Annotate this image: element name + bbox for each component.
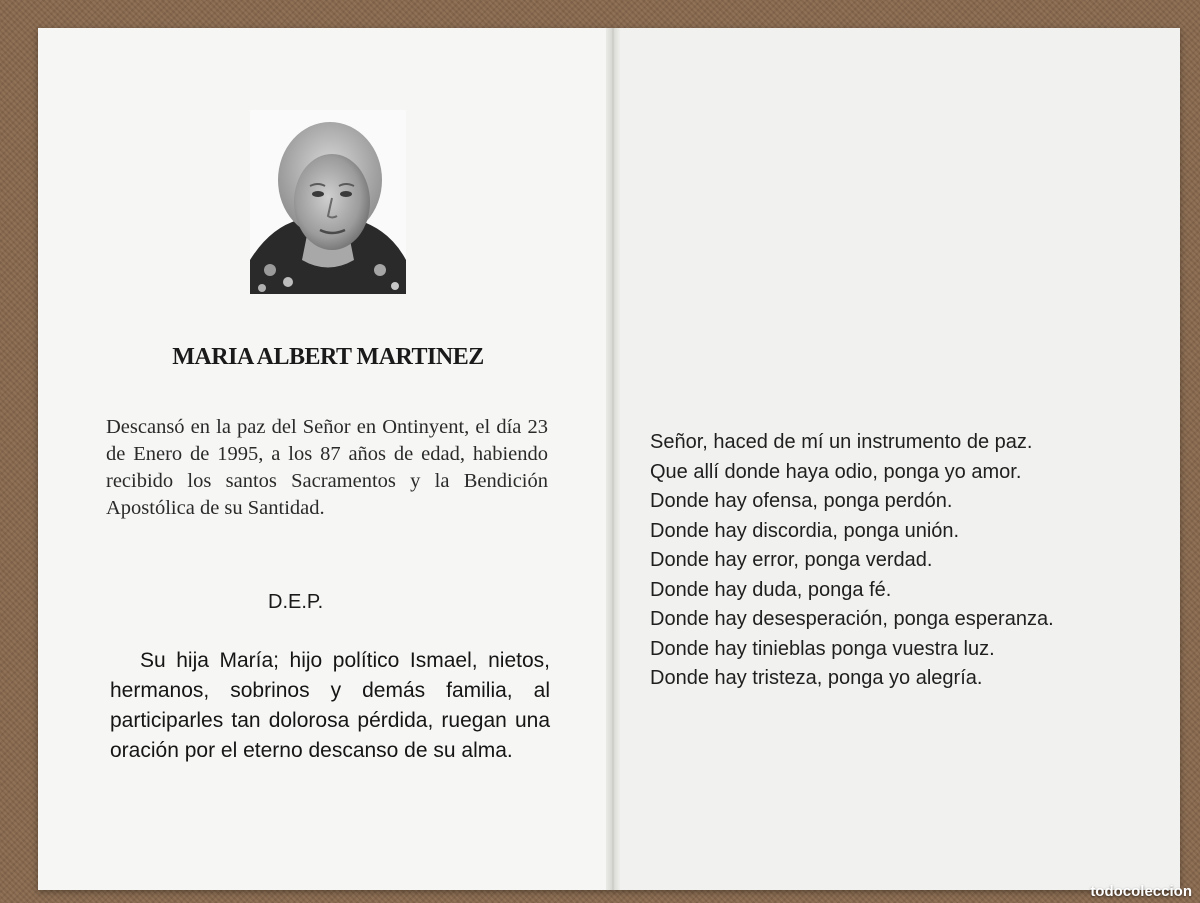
deceased-name: MARIA ALBERT MARTINEZ (172, 344, 484, 370)
prayer-line: Que allí donde haya odio, ponga yo amor. (650, 460, 1022, 483)
card-fold (606, 28, 620, 890)
death-notice-text: Descansó en la paz del Señor en Ontinyent, el día 23 de Enero de 1995, a los 87 años de edad, habiendo recibido los santos Sacramentos y la Bendición Apostólica de su Santidad. (106, 416, 548, 519)
portrait-icon (250, 110, 406, 294)
prayer-line: Donde hay discordia, ponga unión. (650, 519, 960, 542)
family-message-text: Su hija María; hijo político Ismael, nietos, hermanos, sobrinos y demás familia, al participarles tan dolorosa pérdida, ruegan una oración por el eterno descanso de su alma. (110, 649, 550, 762)
left-page (38, 28, 606, 890)
prayer-line: Donde hay ofensa, ponga perdón. (650, 490, 953, 512)
prayer-text (650, 428, 1080, 694)
prayer-line: Señor, haced de mí un instrumento de paz. (650, 431, 1033, 453)
prayer-line: Donde hay desesperación, ponga esperanza. (650, 608, 1054, 630)
prayer-line: Donde hay error, ponga verdad. (650, 549, 933, 571)
watermark-text: todocoleccion (1090, 883, 1192, 900)
prayer-line: Donde hay duda, ponga fé. (650, 578, 892, 601)
prayer-line: Donde hay tristeza, ponga yo alegría. (650, 667, 983, 689)
prayer-line: Donde hay tinieblas ponga vuestra luz. (650, 637, 995, 660)
portrait-photo (250, 110, 406, 294)
dep-abbreviation: D.E.P. (268, 591, 324, 613)
